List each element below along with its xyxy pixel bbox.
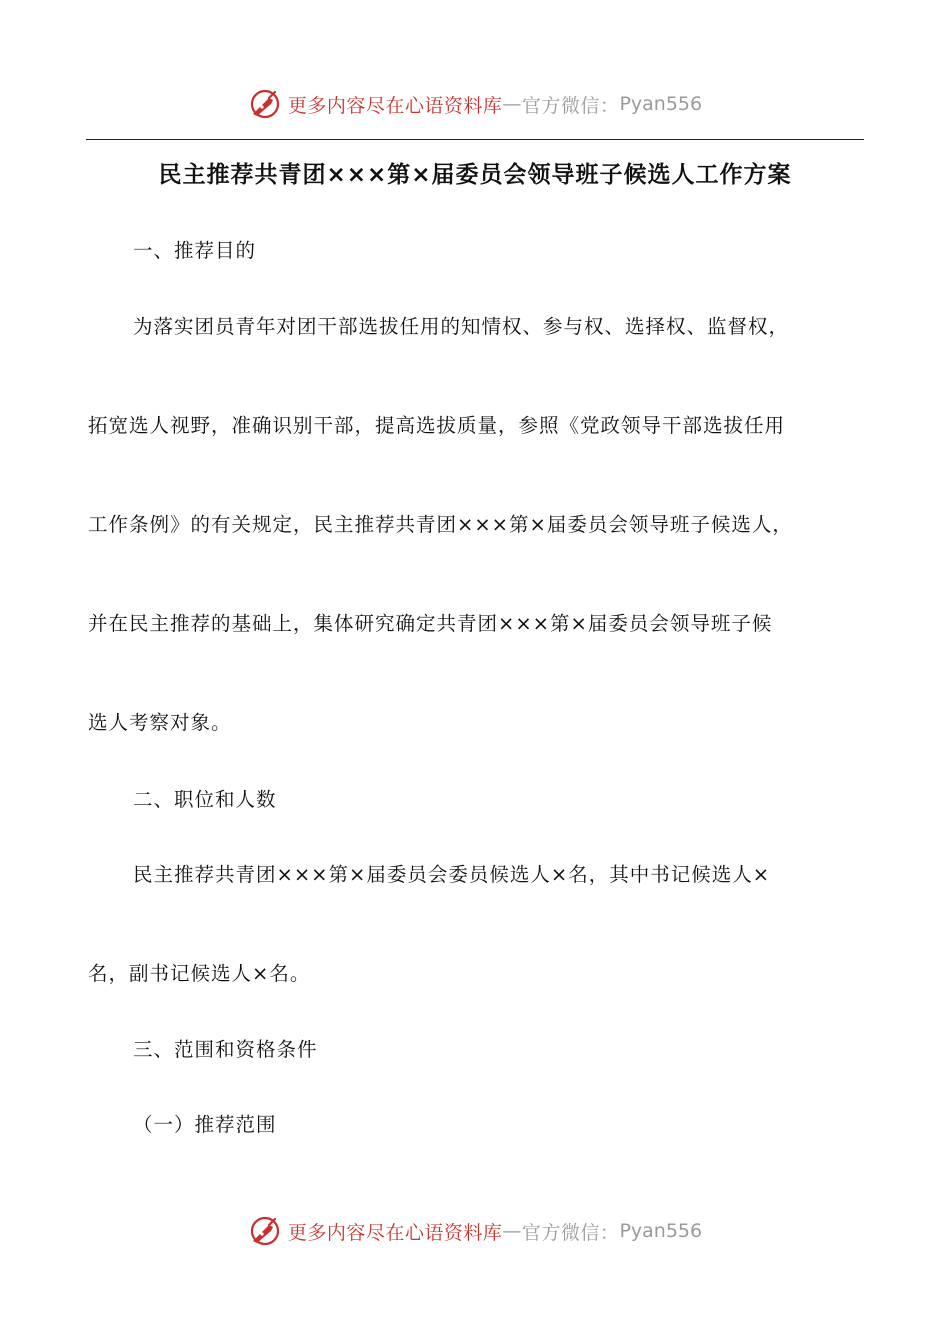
footer-banner (0, 1209, 950, 1253)
paragraph-line: 拓宽选人视野，准确识别干部，提高选拔质量，参照《党政领导干部选拔任用 (88, 414, 786, 437)
pen-logo-icon (248, 87, 282, 121)
subsection-heading: （一）推荐范围 (133, 1113, 277, 1136)
paragraph-line: 名，副书记候选人×名。 (88, 962, 311, 985)
paragraph-line: 工作条例》的有关规定，民主推荐共青团×××第×届委员会领导班子候选人， (88, 513, 793, 536)
banner-red-text: 更多内容尽在心语资料库 (287, 1221, 503, 1244)
banner-dash: — (502, 1220, 522, 1242)
section-heading-3: 三、范围和资格条件 (133, 1038, 318, 1061)
header-banner (0, 82, 950, 126)
banner-gray-text: 官方微信： (521, 1221, 620, 1244)
paragraph-line: 民主推荐共青团×××第×届委员会委员候选人×名，其中书记候选人× (133, 863, 771, 886)
paragraph-line: 并在民主推荐的基础上，集体研究确定共青团×××第×届委员会领导班子候 (88, 612, 773, 635)
banner-wechat-id: Pyan556 (619, 93, 703, 115)
banner-dash: — (502, 93, 522, 115)
paragraph-line: 为落实团员青年对团干部选拔任用的知情权、参与权、选择权、监督权， (133, 315, 790, 338)
banner-red-text: 更多内容尽在心语资料库 (287, 94, 503, 117)
section-heading-1: 一、推荐目的 (133, 239, 257, 262)
header-divider (86, 139, 864, 140)
section-heading-2: 二、职位和人数 (133, 788, 277, 811)
banner-wechat-id: Pyan556 (619, 1220, 703, 1242)
page-title: 民主推荐共青团×××第×届委员会领导班子候选人工作方案 (158, 162, 792, 188)
paragraph-line: 选人考察对象。 (88, 711, 232, 734)
banner-gray-text: 官方微信： (521, 94, 620, 117)
pen-logo-icon (248, 1214, 282, 1248)
